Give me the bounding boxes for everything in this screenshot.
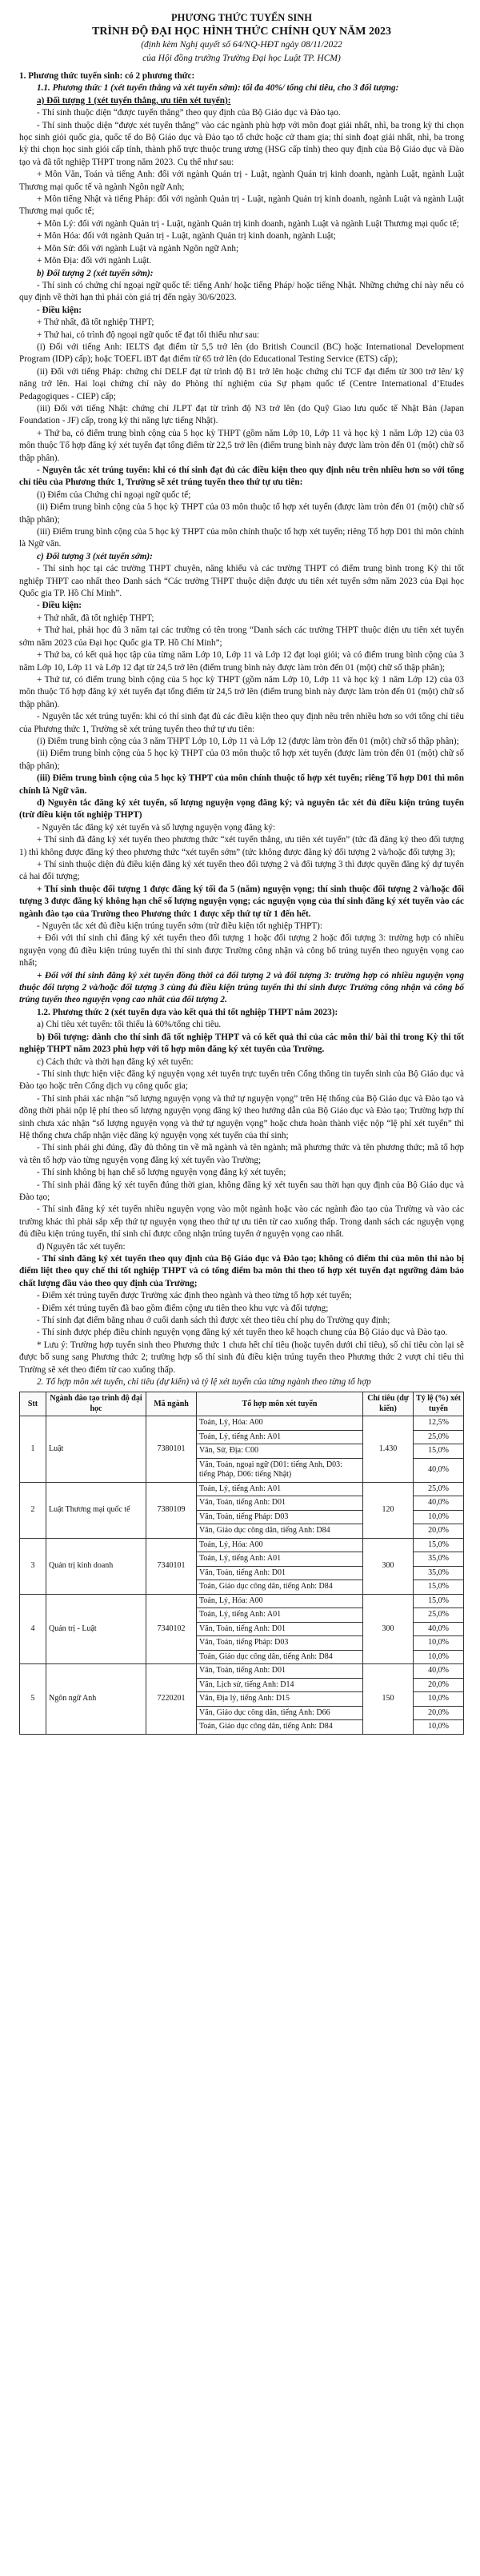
paragraph: + Thứ nhất, đã tốt nghiệp THPT; [37, 613, 154, 623]
cell-code: 7380101 [146, 1416, 197, 1483]
table-row [20, 1538, 464, 1552]
paragraph: a) Đối tượng 1 (xét tuyển thẳng, ưu tiên xét tuyển): [37, 95, 231, 106]
cell-ratio: 20,0% [414, 1706, 464, 1720]
paragraph: - Nguyên tắc xét trúng tuyển: khi có thí sinh đạt đủ các điều kiện theo quy định nêu trên nhiều hơn so với tổng chỉ tiêu của Phương thức 1, Trường sẽ xét trúng tuyển theo thứ tự ưu tiên: [19, 712, 464, 734]
cell-major: Luật [46, 1416, 146, 1483]
cell-quota: 1.430 [363, 1416, 414, 1483]
paragraph: - Thí sinh không bị hạn chế số lượng nguyện vọng đăng ký xét tuyển; [37, 1168, 286, 1178]
cell-combo: Toán, Lý, tiếng Anh: A01 [197, 1430, 363, 1444]
cell-quota: 120 [363, 1482, 414, 1538]
cell-ratio: 15,0% [414, 1594, 464, 1608]
paragraph: - Thí sinh phải ghi đúng, đầy đủ thông tin về mã ngành và tên ngành; mã phương thức và tên phương thức; mã tổ hợp và tên tổ hợp vào từng nguyện vọng đăng ký xét tuyển vào Trường; [19, 1143, 464, 1165]
paragraph: - Thí sinh đạt điểm bằng nhau ở cuối danh sách thì được xét theo tiêu chí phụ do Trường quy định; [37, 1316, 390, 1326]
paragraph: - Thí sinh đăng ký xét tuyển theo quy định của Bộ Giáo dục và Đào tạo; không có điểm thi của môn thi nào bị điểm liệt theo quy chế thi tốt nghiệp THPT và có tổng điểm ba môn thi theo tổ hợp xét tuyển đạt ngưỡng đảm bảo chất lượng đầu vào theo quy định của Trường; [19, 1254, 464, 1288]
cell-major: Ngôn ngữ Anh [46, 1664, 146, 1735]
cell-combo: Toán, Giáo dục công dân, tiếng Anh: D84 [197, 1650, 363, 1664]
header-resolution: (định kèm Nghị quyết số 64/NQ-HĐT ngày 08/11/2022 [141, 40, 342, 50]
cell-code: 7340102 [146, 1594, 197, 1664]
cell-ratio: 20,0% [414, 1524, 464, 1539]
col-stt: Stt [20, 1392, 46, 1416]
cell-code: 7380109 [146, 1482, 197, 1538]
col-code: Mã ngành [146, 1392, 197, 1416]
cell-ratio: 25,0% [414, 1608, 464, 1623]
cell-stt: 2 [20, 1482, 46, 1538]
cell-combo: Văn, Giáo dục công dân, tiếng Anh: D84 [197, 1524, 363, 1539]
paragraph: (i) Điểm trung bình cộng của 3 năm THPT Lớp 10, Lớp 11 và Lớp 12 (được làm tròn đến 01 (một) chữ số thập phân); [37, 736, 459, 746]
cell-combo: Văn, Toán, tiếng Anh: D01 [197, 1622, 363, 1636]
paragraph: c) Cách thức và thời hạn đăng ký xét tuyển: [37, 1056, 194, 1067]
admission-table [19, 1392, 464, 1735]
document-body [19, 70, 464, 1388]
cell-stt: 4 [20, 1594, 46, 1664]
cell-ratio: 10,0% [414, 1636, 464, 1651]
cell-combo: Toán, Lý, Hóa: A00 [197, 1594, 363, 1608]
paragraph: - Thí sinh học tại các trường THPT chuyên, năng khiếu và các trường THPT có điểm trung bình trong Kỳ thi tốt nghiệp THPT cao nhất theo Danh sách “Các trường THPT thuộc diện được ưu tiên xét tuyển sớm năm 2023 của Đại học Quốc gia TP. Hồ Chí Minh”. [19, 564, 464, 599]
cell-major: Quản trị kinh doanh [46, 1538, 146, 1594]
paragraph: (i) Đối với tiếng Anh: IELTS đạt điểm từ 5,5 trở lên (do British Council (BC) hoặc International Development Program (IDP) cấp); hoặc TOEFL iBT đạt điểm từ 65 trở lên (do Educational Testing Service (ETS) cấp); [19, 341, 464, 365]
cell-ratio: 10,0% [414, 1650, 464, 1664]
paragraph: b) Đối tượng 2 (xét tuyển sớm): [37, 268, 154, 278]
paragraph: (iii) Đối với tiếng Nhật: chứng chỉ JLPT đạt từ trình độ N3 trở lên (do Quỹ Giao lưu quốc tế Nhật Bản (Japan Foundation - JF) cấp, trong kỳ thi năng lực tiếng Nhật). [19, 403, 464, 426]
cell-combo: Văn, Toán, tiếng Pháp: D03 [197, 1510, 363, 1524]
cell-combo: Toán, Lý, Hóa: A00 [197, 1416, 363, 1431]
paragraph: 2. Tổ hợp môn xét tuyển, chỉ tiêu (dự kiến) và tỷ lệ xét tuyển của từng ngành theo từng tổ hợp [37, 1377, 371, 1388]
paragraph: c) Đối tượng 3 (xét tuyển sớm): [37, 551, 153, 561]
paragraph: - Thí sinh có chứng chỉ ngoại ngữ quốc tế: tiếng Anh/ hoặc tiếng Pháp/ hoặc tiếng Nhật. Những chứng chỉ này nếu có quy định về thời hạn thì phải còn giá trị đến ngày 30/6/2023. [19, 280, 464, 303]
cell-quota: 300 [363, 1538, 414, 1594]
paragraph: b) Đối tượng: dành cho thí sinh đã tốt nghiệp THPT và có kết quả thi của các môn thi/ bài thi trong Kỳ thi tốt nghiệp THPT năm 2023 phù hợp với tổ hợp môn đăng ký xét tuyển của Trường. [19, 1032, 464, 1055]
cell-major: Luật Thương mại quốc tế [46, 1482, 146, 1538]
cell-ratio: 40,0% [414, 1458, 464, 1482]
paragraph: + Thứ tư, có điểm trung bình cộng của 5 học kỳ THPT (gồm năm Lớp 10, Lớp 11 và học kỳ 1 năm Lớp 12) của 03 môn thuộc Tổ hợp đăng ký xét tuyển đạt tổng điểm từ 24,5 trở lên (điểm trung bình này được làm tròn đến 01 (một) chữ số thập phân). [19, 674, 464, 709]
paragraph: - Điểm xét trúng tuyển được Trường xác định theo ngành và theo từng tổ hợp xét tuyển; [37, 1291, 352, 1301]
table-row [20, 1664, 464, 1679]
cell-ratio: 20,0% [414, 1678, 464, 1692]
paragraph: + Môn Văn, Toán và tiếng Anh: đối với ngành Quản trị - Luật, ngành Quản trị kinh doanh, ngành Luật, ngành Luật Thương mại quốc tế và ngành Ngôn ngữ Anh; [19, 170, 464, 192]
paragraph: (i) Điểm của Chứng chỉ ngoại ngữ quốc tế; [37, 489, 191, 500]
cell-combo: Văn, Lịch sử, tiếng Anh: D14 [197, 1678, 363, 1692]
cell-combo: Văn, Toán, tiếng Anh: D01 [197, 1496, 363, 1511]
cell-stt: 3 [20, 1538, 46, 1594]
cell-ratio: 15,0% [414, 1580, 464, 1595]
cell-ratio: 40,0% [414, 1622, 464, 1636]
paragraph: - Thí sinh phải đăng ký xét tuyển đúng thời gian, không đăng ký xét tuyển sau thời hạn quy định của Bộ Giáo dục và Đào tạo; [19, 1180, 464, 1202]
paragraph: (ii) Đối với tiếng Pháp: chứng chỉ DELF đạt từ trình độ B1 trở lên hoặc chứng chỉ TCF đạt điểm từ 300 trở lên/ kỹ năng trở lên. Hai loại chứng chỉ này do Phòng thí nghiệm của Sự phạm quốc tế (Centre International d’Etudes Pedagogiques - CIEP) cấp; [19, 366, 464, 401]
cell-stt: 5 [20, 1664, 46, 1735]
document-header [19, 11, 464, 66]
cell-ratio: 25,0% [414, 1482, 464, 1496]
cell-combo: Văn, Địa lý, tiếng Anh: D15 [197, 1692, 363, 1707]
paragraph: 1. Phương thức tuyển sinh: có 2 phương thức: [19, 71, 195, 81]
paragraph: + Thứ ba, có điểm trung bình cộng của 5 học kỳ THPT (gồm năm Lớp 10, Lớp 11 và học kỳ 1 năm Lớp 12) của 03 môn thuộc Tổ hợp đăng ký xét tuyển đạt tổng điểm từ 22,5 trở lên (điểm trung bình này được làm tròn đến 01 (một) chữ số thập phân). [19, 428, 464, 463]
paragraph: (ii) Điểm trung bình cộng của 5 học kỳ THPT của 03 môn thuộc tổ hợp xét tuyển (được làm tròn đến 01 (một) chữ số thập phân); [19, 749, 464, 771]
paragraph: - Thí sinh thuộc diện “được xét tuyển thẳng” vào các ngành phù hợp với môn đoạt giải nhất, nhì, ba trong kỳ thi chọn học sinh giỏi quốc gia, quốc tế do Bộ Giáo dục và Đào tạo tổ chức hoặc cử tham gia; thí sinh đoạt giải nhất, nhì, ba trong kỳ thi chọn học sinh giỏi cấp tỉnh, thành phố trực thuộc trung ương (HSG cấp tỉnh) theo quy định của Bộ Giáo dục và Đào tạo và đã tốt nghiệp THPT trong năm 2023. Cụ thể như sau: [19, 120, 464, 167]
paragraph: - Nguyên tắc đăng ký xét tuyển và số lượng nguyện vọng đăng ký: [37, 822, 276, 833]
cell-quota: 150 [363, 1664, 414, 1735]
paragraph: + Môn Hóa: đối với ngành Quản trị - Luật, ngành Quản trị kinh doanh, ngành Luật; [37, 231, 336, 242]
paragraph: a) Chỉ tiêu xét tuyển: tối thiểu là 60%/tổng chỉ tiêu. [37, 1020, 222, 1030]
paragraph: - Nguyên tắc xét trúng tuyển: khi có thí sinh đạt đủ các điều kiện theo quy định nêu trên nhiều hơn so với tổng chỉ tiêu của Phương thức 1, Trường sẽ xét trúng tuyển theo thứ tự ưu tiên: [19, 465, 464, 488]
col-combo: Tổ hợp môn xét tuyển [197, 1392, 363, 1416]
paragraph: 1.1. Phương thức 1 (xét tuyển thẳng và xét tuyển sớm): tối đa 40%/ tổng chỉ tiêu, cho 3 đối tượng: [37, 83, 399, 94]
paragraph: d) Nguyên tắc xét tuyển: [37, 1241, 126, 1252]
cell-ratio: 10,0% [414, 1510, 464, 1524]
cell-combo: Toán, Lý, Hóa: A00 [197, 1538, 363, 1552]
table-row [20, 1416, 464, 1431]
cell-ratio: 40,0% [414, 1664, 464, 1679]
paragraph: + Thí sinh thuộc đối tượng 1 được đăng ký tối đa 5 (năm) nguyện vọng; thí sinh thuộc đối tượng 2 và/hoặc đối tượng 3 được đăng ký không hạn chế số lượng nguyện vọng; các nguyện vọng của thí sinh đăng ký xét tuyển vào các ngành đào tạo của Trường theo Phương thức 1 được xếp thứ tự từ 1 đến hết. [19, 884, 464, 919]
table-header-row [20, 1392, 464, 1416]
paragraph: + Môn tiếng Nhật và tiếng Pháp: đối với ngành Quản trị - Luật, ngành Quản trị kinh doanh, ngành Luật và ngành Luật Thương mại quốc tế; [19, 194, 464, 217]
paragraph: 1.2. Phương thức 2 (xét tuyển dựa vào kết quả thi tốt nghiệp THPT năm 2023): [37, 1007, 338, 1017]
paragraph: + Thứ hai, có trình độ ngoại ngữ quốc tế đạt tối thiểu như sau: [37, 329, 260, 340]
cell-major: Quản trị - Luật [46, 1594, 146, 1664]
cell-code: 7220201 [146, 1664, 197, 1735]
table-row [20, 1482, 464, 1496]
paragraph: + Thứ ba, có kết quả học tập của từng năm Lớp 10, Lớp 11 và Lớp 12 đạt loại giỏi; và có điểm trung bình cộng của 3 năm Lớp 10, Lớp 11 và Lớp 12 đạt từ 24,5 trở lên (điểm trung bình này được làm tròn đến 01 (một) chữ số thập phân); [19, 650, 464, 673]
paragraph: + Thứ hai, phải học đủ 3 năm tại các trường có tên trong “Danh sách các trường THPT thuộc diện ưu tiên xét tuyển sớm năm 2023 của Đại học Quốc gia TP. Hồ Chí Minh”; [19, 625, 464, 648]
cell-stt: 1 [20, 1416, 46, 1483]
paragraph: + Môn Lý: đối với ngành Quản trị - Luật, ngành Quản trị kinh doanh, ngành Luật và ngành Luật Thương mại quốc tế; [37, 218, 459, 229]
cell-combo: Văn, Toán, tiếng Anh: D01 [197, 1664, 363, 1679]
paragraph: (iii) Điểm trung bình cộng của 5 học kỳ THPT của môn chính thuộc tổ hợp xét tuyển; riêng Tổ hợp D01 thì môn chính là Ngữ văn. [19, 527, 464, 549]
paragraph: - Điều kiện: [37, 601, 82, 611]
paragraph: + Môn Địa: đối với ngành Luật. [37, 256, 152, 266]
cell-code: 7340101 [146, 1538, 197, 1594]
cell-ratio: 15,0% [414, 1538, 464, 1552]
col-major: Ngành đào tạo trình độ đại học [46, 1392, 146, 1416]
cell-ratio: 35,0% [414, 1552, 464, 1567]
cell-combo: Văn, Sử, Địa: C00 [197, 1444, 363, 1459]
paragraph: (ii) Điểm trung bình cộng của 5 học kỳ THPT của 03 môn thuộc tổ hợp xét tuyển (được làm tròn đến 01 (một) chữ số thập phân); [19, 502, 464, 525]
cell-combo: Toán, Lý, tiếng Anh: A01 [197, 1608, 363, 1623]
cell-combo: Toán, Giáo dục công dân, tiếng Anh: D84 [197, 1580, 363, 1595]
paragraph: - Điểm xét trúng tuyển đã bao gồm điểm cộng ưu tiên theo khu vực và đối tượng; [37, 1303, 329, 1313]
paragraph: - Thí sinh thuộc diện “được tuyển thẳng” theo quy định của Bộ Giáo dục và Đào tạo. [37, 108, 341, 118]
header-council: của Hội đồng trường Trường Đại học Luật TP. HCM) [142, 54, 341, 63]
cell-combo: Toán, Giáo dục công dân, tiếng Anh: D84 [197, 1720, 363, 1735]
cell-ratio: 40,0% [414, 1496, 464, 1511]
cell-ratio: 10,0% [414, 1720, 464, 1735]
table-row [20, 1594, 464, 1608]
header-title: TRÌNH ĐỘ ĐẠI HỌC HÌNH THỨC CHÍNH QUY NĂM 2023 [92, 26, 391, 38]
paragraph: + Thí sinh đã đăng ký xét tuyển theo phương thức “xét tuyển thẳng, ưu tiên xét tuyển” (tức đã đăng ký theo đối tượng 1) thì không được đăng ký theo phương thức “xét tuyển sớm” (tức không được đăng ký đối tượng 2 và/hoặc đối tượng 3); [19, 835, 464, 857]
cell-ratio: 10,0% [414, 1692, 464, 1707]
paragraph: + Thứ nhất, đã tốt nghiệp THPT; [37, 318, 154, 328]
paragraph: * Lưu ý: Trường hợp tuyển sinh theo Phương thức 1 chưa hết chỉ tiêu (hoặc tuyển dưới chỉ tiêu), số chỉ tiêu còn lại sẽ được bổ sung sang Phương thức 2; trường hợp số thí sinh đủ điều kiện trúng tuyển theo Phương thức 2 vượt chỉ tiêu thì Trường sẽ xét theo điểm từ cao xuống thấp. [19, 1340, 464, 1375]
paragraph: (iii) Điểm trung bình cộng của 5 học kỳ THPT của môn chính thuộc tổ hợp xét tuyển; riêng Tổ hợp D01 thì môn chính là Ngữ văn. [19, 773, 464, 796]
cell-quota: 300 [363, 1594, 414, 1664]
cell-combo: Toán, Lý, tiếng Anh: A01 [197, 1482, 363, 1496]
cell-combo: Văn, Toán, tiếng Pháp: D03 [197, 1636, 363, 1651]
paragraph: - Thí sinh được phép điều chỉnh nguyện vọng đăng ký xét tuyển theo kế hoạch chung của Bộ Giáo dục và Đào tạo. [37, 1328, 448, 1338]
cell-ratio: 12,5% [414, 1416, 464, 1431]
cell-ratio: 35,0% [414, 1566, 464, 1580]
col-quota: Chỉ tiêu (dự kiến) [363, 1392, 414, 1416]
paragraph: - Thí sinh phải xác nhận “số lượng nguyện vọng và thứ tự nguyện vọng” trên Hệ thống của Bộ Giáo dục và Đào tạo và đồng thời phải nộp lệ phí theo số lượng nguyện vọng đăng ký theo hướng dẫn của Bộ Giáo dục và Đào tạo; Trường hợp thí sinh chưa xác nhận “số lượng nguyện vọng và thứ tự nguyện vọng” hoặc chưa hoàn thành việc nộp “lệ phí xét tuyển” thì Hệ thống chưa chấp nhận việc đăng ký nguyện vọng xét tuyển của thí sinh; [19, 1093, 464, 1140]
paragraph: + Đối với thí sinh đăng ký xét tuyển đồng thời cả đối tượng 2 và đối tượng 3: trường hợp có nhiều nguyện vọng thuộc đối tượng 2 và/hoặc đối tượng 3 cùng đủ điều kiện trúng tuyển thì thí sinh được Trường công nhận và công bố trúng tuyển theo nguyện vọng cao nhất của đối tượng 2. [19, 970, 464, 1005]
cell-combo: Văn, Toán, ngoại ngữ (D01: tiếng Anh, D03: tiếng Pháp, D06: tiếng Nhật) [197, 1458, 363, 1482]
cell-ratio: 25,0% [414, 1430, 464, 1444]
paragraph: - Nguyên tắc xét đủ điều kiện trúng tuyển sớm (trừ điều kiện tốt nghiệp THPT): [37, 921, 322, 932]
cell-combo: Văn, Toán, tiếng Anh: D01 [197, 1566, 363, 1580]
paragraph: + Đối với thí sinh chỉ đăng ký xét tuyển theo đối tượng 1 hoặc đối tượng 2 hoặc đối tượng 3: trường hợp có nhiều nguyện vọng đủ điều kiện trúng tuyển thì thí sinh được Trường công nhận và công bố trúng tuyển theo nguyện vọng cao nhất; [19, 933, 464, 968]
header-line-1: PHƯƠNG THỨC TUYỂN SINH [170, 12, 313, 23]
paragraph: - Thí sinh thực hiện việc đăng ký nguyện vọng xét tuyển trực tuyến trên Cổng thông tin tuyển sinh của Bộ Giáo dục và Đào tạo hoặc trên Cổng dịch vụ công quốc gia; [19, 1068, 464, 1092]
paragraph: - Thí sinh đăng ký xét tuyển nhiều nguyện vọng vào một ngành hoặc vào các ngành đào tạo của Trường và vào các trường khác thì phải sắp xếp thứ tự nguyện vọng theo thứ tự ưu tiên từ cao xuống thấp. Trong danh sách các nguyện vọng đủ điều kiện trúng tuyển, thí sinh chỉ được công nhận trúng tuyển ở nguyện vọng cao nhất. [19, 1204, 464, 1240]
paragraph: - Điều kiện: [37, 305, 82, 315]
paragraph: + Môn Sử: đối với ngành Luật và ngành Ngôn ngữ Anh; [37, 243, 239, 254]
cell-combo: Toán, Lý, tiếng Anh: A01 [197, 1552, 363, 1567]
cell-ratio: 15,0% [414, 1444, 464, 1459]
paragraph: d) Nguyên tắc đăng ký xét tuyển, số lượng nguyện vọng đăng ký; và nguyên tắc xét đủ điều kiện trúng tuyển (trừ điều kiện tốt nghiệp THPT) [19, 797, 464, 821]
col-ratio: Tỷ lệ (%) xét tuyển [414, 1392, 464, 1416]
paragraph: + Thí sinh thuộc diện đủ điều kiện đăng ký xét tuyển theo đối tượng 2 và đối tượng 3 thì được quyền đăng ký dự tuyển cả hai đối tượng; [19, 860, 464, 882]
cell-combo: Văn, Giáo dục công dân, tiếng Anh: D66 [197, 1706, 363, 1720]
